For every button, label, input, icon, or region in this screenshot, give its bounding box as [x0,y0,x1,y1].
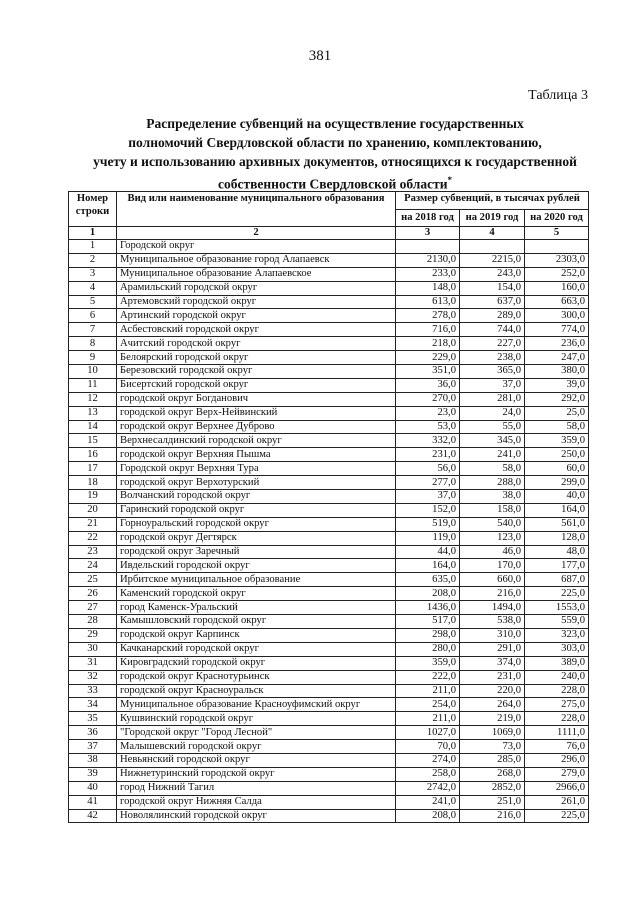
value-2018-cell: 44,0 [396,545,460,559]
row-number-cell: 28 [69,615,117,629]
title-line: собственности Свердловской области* [218,175,452,192]
value-2020-cell: 236,0 [525,337,589,351]
row-number-cell: 39 [69,767,117,781]
header-year-2019: на 2019 год [460,209,525,227]
row-number-cell: 30 [69,642,117,656]
municipality-name-cell: Малышевский городской округ [117,740,396,754]
value-2019-cell: 238,0 [460,351,525,365]
table-row [69,309,589,323]
value-2020-cell: 275,0 [525,698,589,712]
value-2020-cell: 247,0 [525,351,589,365]
value-2020-cell: 261,0 [525,795,589,809]
row-number-cell: 31 [69,656,117,670]
table-row [69,295,589,309]
table-row [69,601,589,615]
municipality-name-cell: Муниципальное образование город Алапаевск [117,253,396,267]
value-2019-cell: 73,0 [460,740,525,754]
value-2018-cell: 164,0 [396,559,460,573]
row-number-cell: 21 [69,517,117,531]
value-2019-cell: 637,0 [460,295,525,309]
value-2018-cell: 70,0 [396,740,460,754]
municipality-name-cell: Муниципальное образование Красноуфимский округ [117,698,396,712]
value-2019-cell: 268,0 [460,767,525,781]
value-2019-cell: 310,0 [460,628,525,642]
value-2018-cell: 233,0 [396,267,460,281]
table-title [90,114,580,194]
value-2018-cell: 152,0 [396,503,460,517]
table-row [69,615,589,629]
value-2018-cell: 2742,0 [396,781,460,795]
value-2019-cell: 241,0 [460,448,525,462]
value-2019-cell: 285,0 [460,753,525,767]
value-2020-cell: 380,0 [525,365,589,379]
value-2019-cell: 231,0 [460,670,525,684]
value-2019-cell: 123,0 [460,531,525,545]
value-2018-cell: 119,0 [396,531,460,545]
table-row [69,656,589,670]
municipality-name-cell: Невьянский городской округ [117,753,396,767]
value-2020-cell: 225,0 [525,587,589,601]
value-2020-cell: 39,0 [525,378,589,392]
row-number-cell: 40 [69,781,117,795]
table-row [69,642,589,656]
header-year-2018: на 2018 год [396,209,460,227]
value-2018-cell: 208,0 [396,809,460,823]
row-number-cell: 6 [69,309,117,323]
value-2019-cell: 216,0 [460,587,525,601]
row-number-cell: 23 [69,545,117,559]
municipality-name-cell: городской округ Карпинск [117,628,396,642]
value-2019-cell: 24,0 [460,406,525,420]
header-name: Вид или наименование муниципального образования [117,192,396,227]
value-2020-cell: 774,0 [525,323,589,337]
table-row [69,726,589,740]
municipality-name-cell: Ачитский городской округ [117,337,396,351]
value-2020-cell: 128,0 [525,531,589,545]
row-number-cell: 32 [69,670,117,684]
value-2018-cell: 716,0 [396,323,460,337]
value-2019-cell: 538,0 [460,615,525,629]
row-number-cell: 4 [69,281,117,295]
value-2018-cell: 298,0 [396,628,460,642]
municipality-name-cell: городской округ Верхотурский [117,476,396,490]
value-2018-cell: 280,0 [396,642,460,656]
value-2020-cell: 25,0 [525,406,589,420]
table-body [69,240,589,823]
value-2018-cell: 254,0 [396,698,460,712]
value-2019-cell: 220,0 [460,684,525,698]
table-row [69,365,589,379]
municipality-name-cell: город Каменск-Уральский [117,601,396,615]
value-2018-cell: 53,0 [396,420,460,434]
table-row [69,517,589,531]
value-2020-cell: 2303,0 [525,253,589,267]
municipality-name-cell: Бисертский городской округ [117,378,396,392]
municipality-name-cell: Кировградский городской округ [117,656,396,670]
municipality-name-cell: "Городской округ "Город Лесной" [117,726,396,740]
value-2018-cell: 218,0 [396,337,460,351]
value-2018-cell: 2130,0 [396,253,460,267]
value-2018-cell: 211,0 [396,684,460,698]
row-number-cell: 15 [69,434,117,448]
subvention-table [68,191,589,823]
value-2018-cell: 56,0 [396,462,460,476]
municipality-name-cell: Кушвинский городской округ [117,712,396,726]
row-number-cell: 14 [69,420,117,434]
value-2018-cell: 229,0 [396,351,460,365]
value-2018-cell: 278,0 [396,309,460,323]
table-row [69,267,589,281]
table-row [69,323,589,337]
table-row [69,684,589,698]
table-row [69,434,589,448]
column-index: 5 [525,227,589,240]
value-2018-cell: 148,0 [396,281,460,295]
table-row [69,448,589,462]
municipality-name-cell: Березовский городской округ [117,365,396,379]
table-row [69,809,589,823]
row-number-cell: 34 [69,698,117,712]
value-2018-cell: 635,0 [396,573,460,587]
municipality-name-cell: городской округ Нижняя Салда [117,795,396,809]
row-number-cell: 20 [69,503,117,517]
value-2020-cell: 58,0 [525,420,589,434]
row-number-cell: 24 [69,559,117,573]
value-2020-cell: 389,0 [525,656,589,670]
value-2020-cell: 300,0 [525,309,589,323]
municipality-name-cell: Городской округ Верхняя Тура [117,462,396,476]
row-number-cell: 19 [69,490,117,504]
value-2020-cell: 60,0 [525,462,589,476]
table-row [69,712,589,726]
value-2020-cell: 164,0 [525,503,589,517]
row-number-cell: 8 [69,337,117,351]
value-2019-cell: 1069,0 [460,726,525,740]
table-row [69,406,589,420]
value-2018-cell: 277,0 [396,476,460,490]
value-2019-cell: 289,0 [460,309,525,323]
table-row [69,351,589,365]
value-2018-cell: 359,0 [396,656,460,670]
column-index: 2 [117,227,396,240]
header-row-number: Номер строки [69,192,117,227]
row-number-cell: 36 [69,726,117,740]
table-row [69,559,589,573]
value-2018-cell: 270,0 [396,392,460,406]
municipality-name-cell: Гаринский городской округ [117,503,396,517]
municipality-name-cell: Артинский городской округ [117,309,396,323]
value-2018-cell: 517,0 [396,615,460,629]
municipality-name-cell: Волчанский городской округ [117,490,396,504]
value-2019-cell: 170,0 [460,559,525,573]
table-row [69,420,589,434]
municipality-name-cell: Верхнесалдинский городской округ [117,434,396,448]
table-row [69,503,589,517]
value-2020-cell: 299,0 [525,476,589,490]
value-2020-cell: 561,0 [525,517,589,531]
table-row [69,628,589,642]
table-row [69,781,589,795]
row-number-cell: 16 [69,448,117,462]
table-row [69,740,589,754]
value-2020-cell: 296,0 [525,753,589,767]
municipality-name-cell: городской округ Верхнее Дуброво [117,420,396,434]
row-number-cell: 12 [69,392,117,406]
row-number-cell: 18 [69,476,117,490]
value-2019-cell: 288,0 [460,476,525,490]
table-row [69,531,589,545]
header-size: Размер субвенций, в тысячах рублей [396,192,589,210]
municipality-name-cell: Нижнетуринский городской округ [117,767,396,781]
table-row [69,337,589,351]
row-number-cell: 29 [69,628,117,642]
value-2019-cell [460,240,525,254]
row-number-cell: 35 [69,712,117,726]
value-2018-cell: 258,0 [396,767,460,781]
value-2019-cell: 281,0 [460,392,525,406]
value-2018-cell: 274,0 [396,753,460,767]
table-row [69,490,589,504]
value-2020-cell: 160,0 [525,281,589,295]
value-2020-cell: 177,0 [525,559,589,573]
value-2020-cell: 292,0 [525,392,589,406]
value-2020-cell: 687,0 [525,573,589,587]
table-row [69,753,589,767]
value-2019-cell: 154,0 [460,281,525,295]
municipality-name-cell: городской округ Богданович [117,392,396,406]
value-2019-cell: 291,0 [460,642,525,656]
footnote-mark: * [447,175,452,185]
value-2020-cell: 1553,0 [525,601,589,615]
municipality-name-cell: Муниципальное образование Алапаевское [117,267,396,281]
value-2019-cell: 158,0 [460,503,525,517]
municipality-name-cell: Белоярский городской округ [117,351,396,365]
value-2019-cell: 365,0 [460,365,525,379]
municipality-name-cell: Городской округ [117,240,396,254]
table-row [69,545,589,559]
municipality-name-cell: городской округ Красноуральск [117,684,396,698]
header-year-2020: на 2020 год [525,209,589,227]
value-2020-cell: 40,0 [525,490,589,504]
value-2019-cell: 2852,0 [460,781,525,795]
value-2019-cell: 744,0 [460,323,525,337]
municipality-name-cell: город Нижний Тагил [117,781,396,795]
value-2020-cell: 225,0 [525,809,589,823]
value-2018-cell: 351,0 [396,365,460,379]
value-2018-cell: 613,0 [396,295,460,309]
value-2020-cell: 250,0 [525,448,589,462]
row-number-cell: 41 [69,795,117,809]
value-2019-cell: 243,0 [460,267,525,281]
table-row [69,240,589,254]
value-2020-cell [525,240,589,254]
value-2018-cell: 1436,0 [396,601,460,615]
row-number-cell: 2 [69,253,117,267]
row-number-cell: 37 [69,740,117,754]
table-row [69,767,589,781]
value-2020-cell: 48,0 [525,545,589,559]
row-number-cell: 3 [69,267,117,281]
value-2018-cell: 211,0 [396,712,460,726]
municipality-name-cell: Каменский городской округ [117,587,396,601]
column-index: 1 [69,227,117,240]
municipality-name-cell: Ирбитское муниципальное образование [117,573,396,587]
row-number-cell: 5 [69,295,117,309]
municipality-name-cell: Камышловский городской округ [117,615,396,629]
table-row [69,462,589,476]
row-number-cell: 9 [69,351,117,365]
row-number-cell: 42 [69,809,117,823]
municipality-name-cell: городской округ Верхняя Пышма [117,448,396,462]
table-row [69,378,589,392]
value-2018-cell: 332,0 [396,434,460,448]
row-number-cell: 1 [69,240,117,254]
table-row [69,698,589,712]
value-2018-cell: 519,0 [396,517,460,531]
value-2019-cell: 227,0 [460,337,525,351]
value-2020-cell: 240,0 [525,670,589,684]
value-2018-cell: 222,0 [396,670,460,684]
value-2020-cell: 228,0 [525,712,589,726]
municipality-name-cell: городской округ Дегтярск [117,531,396,545]
title-line: Распределение субвенций на осуществление государственных [146,116,524,131]
row-number-cell: 27 [69,601,117,615]
value-2019-cell: 219,0 [460,712,525,726]
column-index: 3 [396,227,460,240]
municipality-name-cell: Горноуральский городской округ [117,517,396,531]
table-row [69,573,589,587]
table-row [69,392,589,406]
row-number-cell: 26 [69,587,117,601]
value-2020-cell: 323,0 [525,628,589,642]
row-number-cell: 10 [69,365,117,379]
municipality-name-cell: Артемовский городской округ [117,295,396,309]
column-index: 4 [460,227,525,240]
table-row [69,795,589,809]
value-2020-cell: 1111,0 [525,726,589,740]
table-label: Таблица 3 [528,88,588,103]
value-2019-cell: 2215,0 [460,253,525,267]
row-number-cell: 25 [69,573,117,587]
value-2020-cell: 228,0 [525,684,589,698]
value-2020-cell: 2966,0 [525,781,589,795]
value-2019-cell: 540,0 [460,517,525,531]
table-row [69,253,589,267]
value-2019-cell: 216,0 [460,809,525,823]
table-row [69,670,589,684]
value-2018-cell: 231,0 [396,448,460,462]
row-number-cell: 38 [69,753,117,767]
value-2019-cell: 37,0 [460,378,525,392]
row-number-cell: 17 [69,462,117,476]
municipality-name-cell: Асбестовский городской округ [117,323,396,337]
value-2019-cell: 251,0 [460,795,525,809]
value-2018-cell: 23,0 [396,406,460,420]
value-2019-cell: 46,0 [460,545,525,559]
value-2020-cell: 279,0 [525,767,589,781]
row-number-cell: 33 [69,684,117,698]
value-2018-cell: 37,0 [396,490,460,504]
row-number-cell: 22 [69,531,117,545]
value-2018-cell: 208,0 [396,587,460,601]
title-line: учету и использованию архивных документов, относящихся к государственной [93,154,577,169]
row-number-cell: 7 [69,323,117,337]
municipality-name-cell: Новолялинский городской округ [117,809,396,823]
value-2018-cell [396,240,460,254]
table-row [69,476,589,490]
value-2019-cell: 345,0 [460,434,525,448]
municipality-name-cell: городской округ Заречный [117,545,396,559]
municipality-name-cell: Качканарский городской округ [117,642,396,656]
table-row [69,587,589,601]
value-2019-cell: 660,0 [460,573,525,587]
value-2020-cell: 359,0 [525,434,589,448]
municipality-name-cell: городской округ Краснотурьинск [117,670,396,684]
value-2020-cell: 76,0 [525,740,589,754]
value-2019-cell: 374,0 [460,656,525,670]
value-2019-cell: 38,0 [460,490,525,504]
page-number: 381 [308,48,332,64]
municipality-name-cell: Арамильский городской округ [117,281,396,295]
value-2020-cell: 559,0 [525,615,589,629]
row-number-cell: 13 [69,406,117,420]
value-2019-cell: 1494,0 [460,601,525,615]
value-2019-cell: 58,0 [460,462,525,476]
municipality-name-cell: городской округ Верх-Нейвинский [117,406,396,420]
title-line: полномочий Свердловской области по хранению, комплектованию, [128,135,542,150]
value-2020-cell: 663,0 [525,295,589,309]
value-2018-cell: 1027,0 [396,726,460,740]
value-2019-cell: 264,0 [460,698,525,712]
value-2018-cell: 36,0 [396,378,460,392]
table-row [69,281,589,295]
row-number-cell: 11 [69,378,117,392]
value-2020-cell: 252,0 [525,267,589,281]
value-2020-cell: 303,0 [525,642,589,656]
value-2018-cell: 241,0 [396,795,460,809]
municipality-name-cell: Ивдельский городской округ [117,559,396,573]
value-2019-cell: 55,0 [460,420,525,434]
